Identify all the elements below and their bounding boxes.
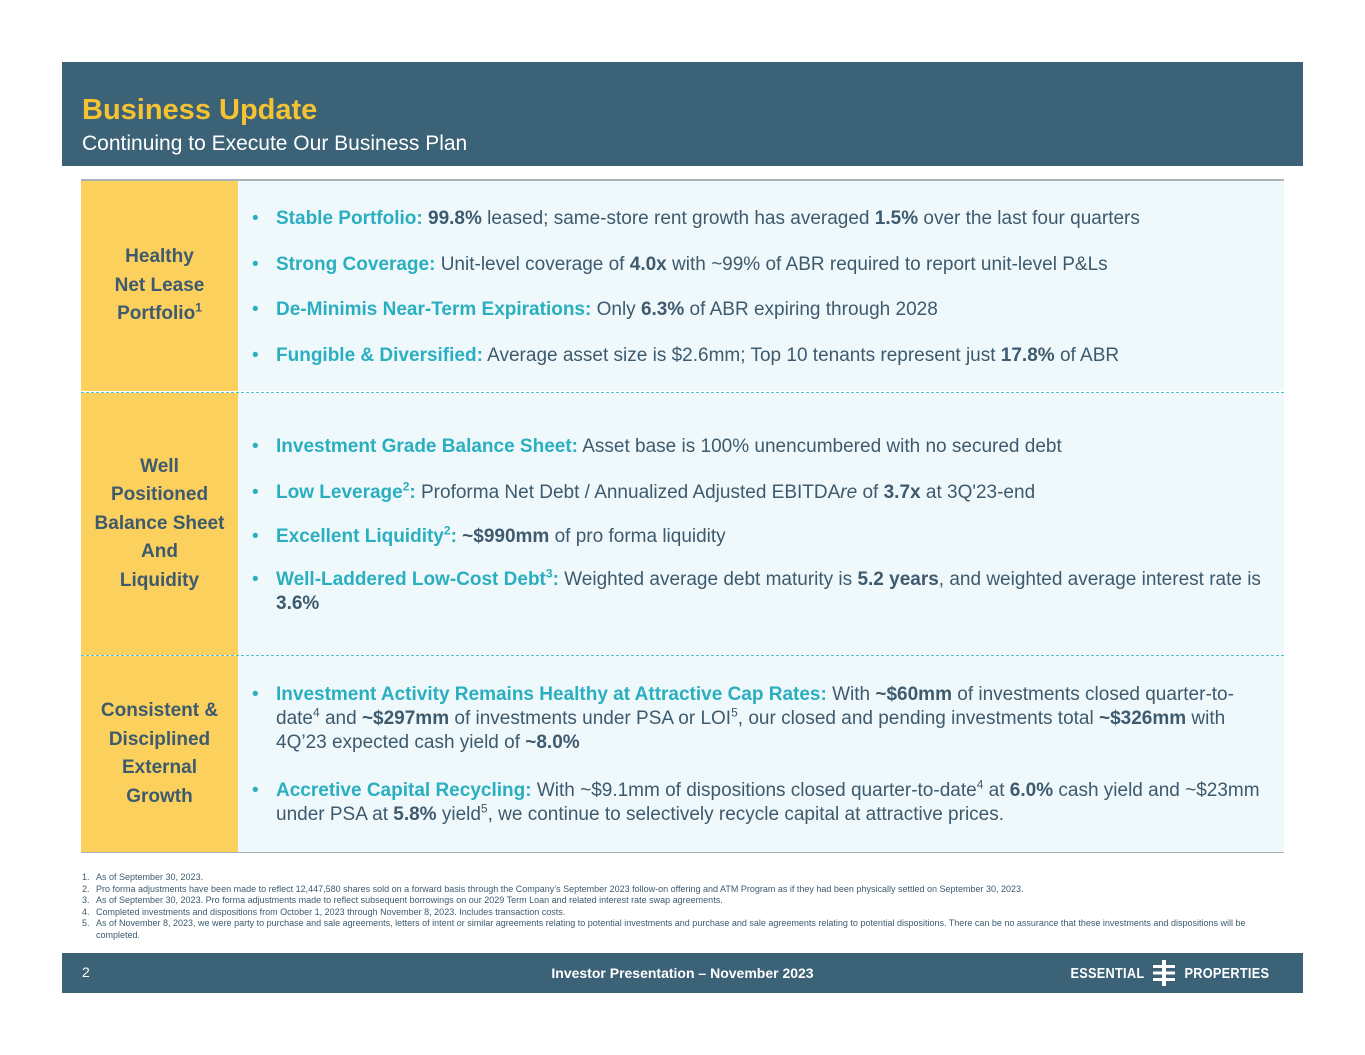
footnote — [82, 907, 1282, 919]
footnote-text: As of September 30, 2023. — [96, 872, 204, 882]
bullet-dot: • — [252, 780, 259, 801]
footnote-ref: 1 — [195, 300, 202, 315]
section-label — [81, 393, 238, 655]
section-label — [81, 656, 238, 852]
bullet-dot: • — [252, 482, 259, 503]
bullet-heading: Investment Activity Remains Healthy at Attractive Cap Rates: — [276, 684, 827, 705]
bullet-text: of pro forma liquidity — [549, 526, 726, 547]
page-title: Business Update — [82, 94, 318, 126]
section-label — [81, 181, 238, 391]
bullet-text: With ~$9.1mm of dispositions closed quarter-to-date — [531, 780, 977, 801]
bullet-text: , our closed and pending investments total — [737, 708, 1099, 729]
label-line: Balance Sheet — [94, 512, 225, 534]
bold-value: ~$60mm — [875, 684, 952, 705]
bullet-heading: De-Minimis Near-Term Expirations: — [276, 299, 592, 320]
bullet-well-laddered-debt — [252, 568, 1262, 616]
bullet-text: over the last four quarters — [918, 208, 1140, 229]
bold-value: 1.5% — [874, 208, 919, 229]
label-line: And — [141, 541, 178, 563]
heading-text: Excellent Liquidity — [276, 526, 444, 547]
footnote-number: 5. — [82, 918, 90, 928]
bullet-text: yield — [436, 804, 481, 825]
label-line: Well — [140, 455, 179, 477]
bullet-text: with ~99% of ABR required to report unit-level P&Ls — [666, 254, 1108, 275]
bold-value: 3.7x — [883, 482, 921, 503]
bullet-text: Weighted average debt maturity is — [558, 569, 858, 590]
footer-title: Investor Presentation – November 2023 — [551, 965, 814, 981]
bullet-heading — [276, 523, 457, 547]
bullet-text: Average asset size is $2.6mm; Top 10 tenants represent just — [482, 345, 1001, 366]
bullet-text: of investments closed quarter-to-date — [276, 684, 1234, 729]
footnote — [82, 872, 1282, 884]
bullet-dot: • — [252, 684, 259, 705]
label-line: Portfolio — [117, 303, 196, 325]
bullet-text: of — [857, 482, 884, 503]
bullet-text: of ABR expiring through 2028 — [684, 299, 938, 320]
logo-word-left: ESSENTIAL — [1070, 964, 1145, 982]
bold-value: ~$326mm — [1099, 708, 1187, 729]
heading-text: Well-Laddered Low-Cost Debt — [276, 569, 546, 590]
bullet-investment-grade — [252, 435, 1262, 459]
bold-value: ~$297mm — [361, 708, 450, 729]
bullet-dot: • — [252, 526, 259, 547]
footnote-number: 4. — [82, 906, 90, 917]
bullet-excellent-liquidity — [252, 525, 1262, 549]
bold-value: ~$990mm — [462, 526, 550, 547]
bullet-dot: • — [252, 208, 259, 229]
heading-colon: : — [409, 482, 416, 503]
bullet-strong-coverage — [252, 253, 1262, 277]
label-line: Healthy — [125, 246, 194, 268]
bullet-text: Only — [591, 299, 641, 320]
section-balance-sheet — [81, 392, 1284, 655]
footnote-ref: 2 — [443, 523, 451, 538]
page-number: 2 — [82, 964, 90, 980]
bullet-text: Proforma Net Debt / Annualized Adjusted EBITDA — [415, 482, 841, 503]
footnote-number: 3. — [82, 895, 90, 905]
footnote-ref: 4 — [312, 705, 320, 720]
heading-colon: : — [450, 526, 457, 547]
bullet-text: at 3Q'23-end — [920, 482, 1036, 503]
label-line: Consistent & — [100, 700, 219, 721]
bullet-text: Asset base is 100% unencumbered with no secured debt — [578, 436, 1062, 457]
label-line: Liquidity — [119, 569, 200, 591]
footnote-ref: 5 — [480, 801, 488, 816]
bullet-text: , and weighted average interest rate is — [938, 569, 1261, 590]
label-line: Growth — [126, 785, 193, 807]
bullet-dot: • — [252, 254, 259, 275]
bullet-heading: Fungible & Diversified: — [276, 345, 483, 366]
bold-value: 6.3% — [640, 299, 685, 320]
footnote — [82, 895, 1282, 907]
company-logo — [1064, 961, 1277, 985]
header-bar — [62, 62, 1303, 166]
bold-value: 4.0x — [629, 254, 667, 275]
bullet-heading: Strong Coverage: — [276, 254, 436, 275]
section-content — [238, 393, 1284, 655]
footnote-text: Pro forma adjustments have been made to reflect 12,447,580 shares sold on a forward basis through the Company’s September 2023 follow-on offering and ATM Program as if they had been physically settled on September 30, 2023. — [96, 883, 1024, 894]
footnote-text: As of September 30, 2023. Pro forma adjustments made to reflect subsequent borrowings on our 2029 Term Loan and related interest rate swap agreements. — [96, 895, 723, 905]
bold-value: 5.8% — [393, 804, 437, 825]
logo-word-right: PROPERTIES — [1184, 964, 1270, 982]
bullet-dot: • — [252, 345, 259, 366]
bold-value: 3.6% — [276, 593, 320, 614]
slide — [62, 62, 1303, 993]
footnote-ref: 5 — [731, 705, 738, 720]
bullet-heading: Investment Grade Balance Sheet: — [276, 436, 578, 457]
heading-text: Low Leverage — [276, 482, 403, 503]
label-line: Positioned — [110, 484, 209, 506]
bullet-text: with 4Q’23 expected cash yield of — [276, 708, 1226, 753]
footnote — [82, 918, 1282, 941]
bullet-investment-activity — [252, 683, 1262, 755]
bullet-dot: • — [252, 299, 259, 320]
bullet-text: Unit-level coverage of — [435, 254, 630, 275]
bullet-dot: • — [252, 569, 259, 590]
bullet-text: With — [826, 684, 876, 705]
bullet-heading — [276, 479, 416, 503]
italic-text: re — [840, 482, 858, 503]
bullet-low-leverage — [252, 481, 1262, 505]
footnote-ref: 4 — [976, 777, 984, 792]
section-content — [238, 181, 1284, 391]
bullet-stable-portfolio — [252, 207, 1262, 231]
bullet-text: at — [983, 780, 1010, 801]
footnote-number: 2. — [82, 883, 90, 894]
footnote-number: 1. — [82, 872, 90, 882]
heading-colon: : — [552, 569, 559, 590]
bullet-heading: Stable Portfolio: — [276, 208, 423, 229]
footer-bar — [62, 953, 1303, 993]
footnote-ref: 3 — [545, 566, 553, 581]
bold-value: 6.0% — [1009, 780, 1054, 801]
footnote-text: Completed investments and dispositions from October 1, 2023 through November 8, 2023. Includes transaction costs. — [96, 906, 566, 917]
bullet-text: of investments under PSA or LOI — [449, 708, 732, 729]
bullet-near-term-expirations — [252, 298, 1262, 322]
bold-value: 99.8% — [428, 208, 482, 229]
bullet-heading: Accretive Capital Recycling: — [276, 780, 532, 801]
label-line: Net Lease — [114, 274, 205, 296]
bullet-text: of ABR — [1054, 345, 1120, 366]
bullet-capital-recycling — [252, 779, 1262, 827]
bold-value: ~8.0% — [525, 732, 580, 753]
bullet-text: leased; same-store rent growth has averaged — [481, 208, 875, 229]
section-content — [238, 656, 1284, 852]
bold-value: 17.8% — [1000, 345, 1055, 366]
bullet-heading — [276, 566, 559, 590]
bullet-fungible-diversified — [252, 344, 1262, 368]
section-healthy-portfolio — [81, 181, 1284, 391]
label-line: Disciplined — [108, 728, 211, 750]
bullet-text: and — [319, 708, 362, 729]
footnotes — [82, 872, 1282, 941]
section-external-growth — [81, 655, 1284, 852]
bold-value: 5.2 years — [857, 569, 939, 590]
logo-mark-icon — [1153, 960, 1175, 986]
footnote-text: As of November 8, 2023, we were party to purchase and sale agreements, letters of intent or similar agreements relating to potential investments and purchase and sale agreements relating to potential dispositions. There can be no assurance that these investments and dispositions will be completed. — [96, 918, 1246, 940]
footnote — [82, 884, 1282, 896]
bullet-text: , we continue to selectively recycle capital at attractive prices. — [487, 804, 1005, 825]
bullet-text: cash yield and ~$23mm under PSA at — [276, 780, 1260, 825]
label-line: External — [122, 757, 197, 778]
page-subtitle: Continuing to Execute Our Business Plan — [82, 132, 468, 155]
bullet-dot: • — [252, 436, 259, 457]
business-update-table — [81, 179, 1284, 853]
footnote-ref: 2 — [402, 479, 410, 494]
